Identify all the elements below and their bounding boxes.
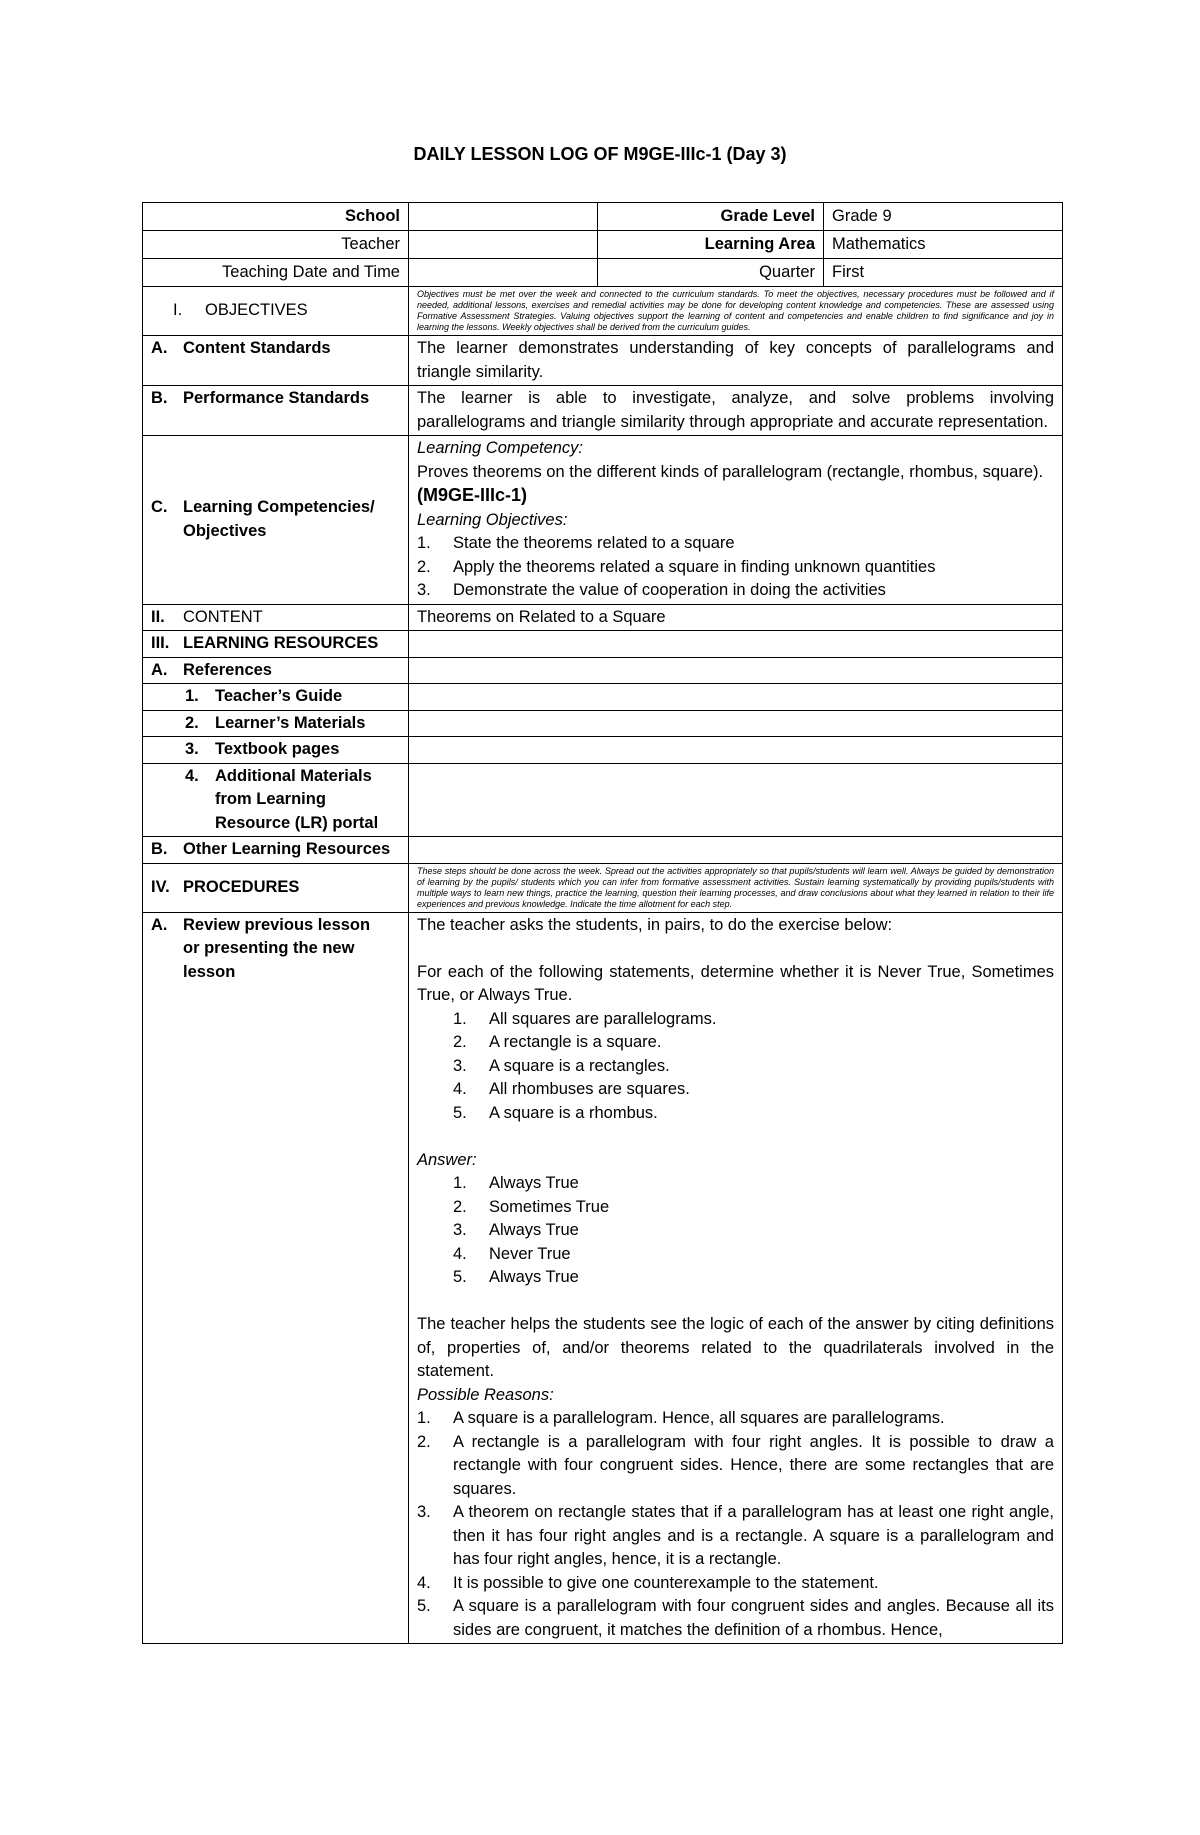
grade-level-value: Grade 9 — [824, 203, 1063, 231]
list-item: 5. Always True — [453, 1268, 579, 1286]
list-item: 3. Demonstrate the value of cooperation in doing the activities — [417, 581, 886, 599]
learning-resources-label: LEARNING RESOURCES — [183, 634, 379, 652]
list-item: 2. Apply the theorems related a square in finding unknown quantities — [417, 557, 936, 576]
other-resources-heading — [143, 837, 409, 864]
additional-materials-heading: 4. Additional Materials from Learning Resource (LR) portal — [143, 763, 409, 837]
performance-standards-label: Performance Standards — [183, 389, 370, 407]
learning-resources-value — [409, 631, 1063, 658]
other-resources-label: Other Learning Resources — [183, 840, 391, 858]
textbook-pages-value — [409, 737, 1063, 764]
learning-objectives-heading: Learning Objectives: — [417, 510, 568, 529]
content-standards-label: Content Standards — [183, 339, 331, 357]
objectives-row — [143, 287, 1063, 336]
competencies-row — [143, 436, 1063, 605]
grade-level-label: Grade Level — [598, 203, 824, 231]
school-label: School — [143, 203, 409, 231]
content-row — [143, 604, 1063, 631]
other-resources-row — [143, 837, 1063, 864]
learning-resources-marker: III. — [151, 634, 170, 652]
review-instruction: For each of the following statements, determine whether it is Never True, Sometimes True, or Always True. — [417, 962, 1054, 1004]
content-label: CONTENT — [183, 607, 263, 626]
header-row-school — [143, 203, 1063, 231]
procedures-marker: IV. — [151, 877, 170, 896]
procedures-label: PROCEDURES — [183, 877, 300, 896]
competency-heading: Learning Competency: — [417, 439, 584, 457]
other-resources-marker: B. — [151, 840, 168, 858]
table-row — [143, 763, 1063, 837]
references-value — [409, 657, 1063, 684]
review-intro: The teacher asks the students, in pairs, to do the exercise below: — [417, 915, 893, 934]
list-item: 1. All squares are parallelograms. — [453, 1009, 717, 1028]
content-standards-row — [143, 336, 1063, 386]
list-item: 4. Never True — [453, 1244, 571, 1263]
table-row — [143, 684, 1063, 711]
list-item: 1. A square is a parallelogram. Hence, all squares are parallelograms. — [417, 1409, 945, 1427]
review-content — [409, 912, 1063, 1644]
list-item: 1. State the theorems related to a square — [417, 534, 735, 552]
logic-text: The teacher helps the students see the logic of each of the answer by citing definitions of, properties of, and/or theorems related to the quadrilaterals involved in the statement. — [417, 1315, 1054, 1380]
list-item: 2. A rectangle is a square. — [453, 1033, 662, 1051]
learning-area-label: Learning Area — [598, 231, 824, 259]
competency-code: (M9GE-IIIc-1) — [417, 485, 528, 505]
references-marker: A. — [151, 660, 168, 679]
list-item: 2. Sometimes True — [453, 1197, 610, 1216]
competencies-marker: C. — [151, 498, 168, 517]
review-row — [143, 912, 1063, 1644]
learning-resources-heading — [143, 631, 409, 658]
learning-resources-row — [143, 631, 1063, 658]
teaching-date-value — [409, 259, 598, 287]
teachers-guide-heading: 1. Teacher’s Guide — [143, 684, 409, 711]
objectives-note: Objectives must be met over the week and connected to the curriculum standards. To meet the objectives, necessary procedures must be followed and if needed, additional lessons, exercises and remedial activities may be done for developing content knowledge and competencies. These are assessed using Formative Assessment Strategies. Valuing objectives support the learning of content and competencies and enable children to find significance and joy in learning the lessons. Weekly objectives shall be derived from the curriculum guides. — [409, 287, 1063, 336]
performance-standards-value: The learner is able to investigate, analyze, and solve problems involving parallelograms and triangle similarity through appropriate and accurate representation. — [409, 386, 1063, 436]
competencies-value — [409, 436, 1063, 605]
additional-materials-value — [409, 763, 1063, 837]
list-item: 3. A square is a rectangles. — [453, 1056, 670, 1075]
competencies-heading — [143, 436, 409, 605]
quarter-value: First — [824, 259, 1063, 287]
document-title: DAILY LESSON LOG OF M9GE-IIIc-1 (Day 3) — [413, 144, 787, 164]
list-item: 1. Always True — [453, 1174, 579, 1192]
list-item: 4. All rhombuses are squares. — [453, 1080, 690, 1098]
performance-standards-row — [143, 386, 1063, 436]
learners-materials-value — [409, 710, 1063, 737]
list-item: 4. It is possible to give one counterexample to the statement. — [417, 1573, 879, 1592]
content-standards-heading — [143, 336, 409, 386]
list-item: 5. A square is a parallelogram with four congruent sides and angles. Because all its sides are congruent, it matches the definition of a rhombus. Hence, — [417, 1597, 1054, 1639]
review-heading: A. Review previous lesson or presenting the new lesson — [143, 912, 409, 1644]
competencies-label-line2: Objectives — [183, 521, 267, 540]
list-item: 2. A rectangle is a parallelogram with four right angles. It is possible to draw a rectangle with four congruent sides. Hence, there are some rectangles that are squares. — [417, 1432, 1054, 1498]
content-marker: II. — [151, 607, 165, 626]
teacher-label: Teacher — [143, 231, 409, 259]
references-label: References — [183, 660, 272, 679]
review-marker: A. — [151, 915, 168, 934]
teaching-date-label: Teaching Date and Time — [143, 259, 409, 287]
teacher-value — [409, 231, 598, 259]
header-row-date — [143, 259, 1063, 287]
list-item: 3. Always True — [453, 1221, 579, 1239]
list-item: 3. A theorem on rectangle states that if a parallelogram has at least one right angle, then it has four right angles and is a rectangle. A square is a parallelogram and has four right angles, hence, it is a rectangle. — [417, 1503, 1054, 1568]
possible-reasons-heading: Possible Reasons: — [417, 1385, 554, 1404]
performance-standards-heading — [143, 386, 409, 436]
textbook-pages-heading: 3. Textbook pages — [143, 737, 409, 764]
teachers-guide-value — [409, 684, 1063, 711]
references-heading — [143, 657, 409, 684]
references-row — [143, 657, 1063, 684]
objectives-heading — [143, 287, 409, 336]
objectives-marker: I. — [173, 301, 183, 320]
procedures-row — [143, 863, 1063, 912]
content-heading — [143, 604, 409, 631]
performance-standards-marker: B. — [151, 389, 168, 407]
header-row-teacher — [143, 231, 1063, 259]
competencies-label-line1: Learning Competencies/ — [183, 498, 375, 517]
procedures-note: These steps should be done across the week. Spread out the activities appropriately so that pupils/students will learn well. Always be guided by demonstration of learning by the pupils/ students which you can infer from formative assessment activities. Sustain learning systematically by providing pupils/students with multiple ways to learn new things, practice the learning, question their learning processes, and draw conclusions about what they learned in relation to their life experiences and previous knowledge. Indicate the time allotment for each step. — [409, 863, 1063, 912]
table-row — [143, 710, 1063, 737]
other-resources-value — [409, 837, 1063, 864]
list-item: 5. A square is a rhombus. — [453, 1103, 658, 1122]
competency-text: Proves theorems on the different kinds of parallelogram (rectangle, rhombus, square). — [417, 462, 1044, 481]
content-standards-value: The learner demonstrates understanding of key concepts of parallelograms and triangle similarity. — [409, 336, 1063, 386]
learning-area-value: Mathematics — [824, 231, 1063, 259]
objectives-label: OBJECTIVES — [205, 301, 308, 320]
content-value: Theorems on Related to a Square — [409, 604, 1063, 631]
school-value — [409, 203, 598, 231]
learners-materials-heading: 2. Learner’s Materials — [143, 710, 409, 737]
lesson-log-table — [142, 202, 1063, 1644]
quarter-label: Quarter — [598, 259, 824, 287]
table-row — [143, 737, 1063, 764]
procedures-heading — [143, 863, 409, 912]
content-standards-marker: A. — [151, 339, 168, 357]
answer-heading: Answer: — [417, 1150, 477, 1169]
